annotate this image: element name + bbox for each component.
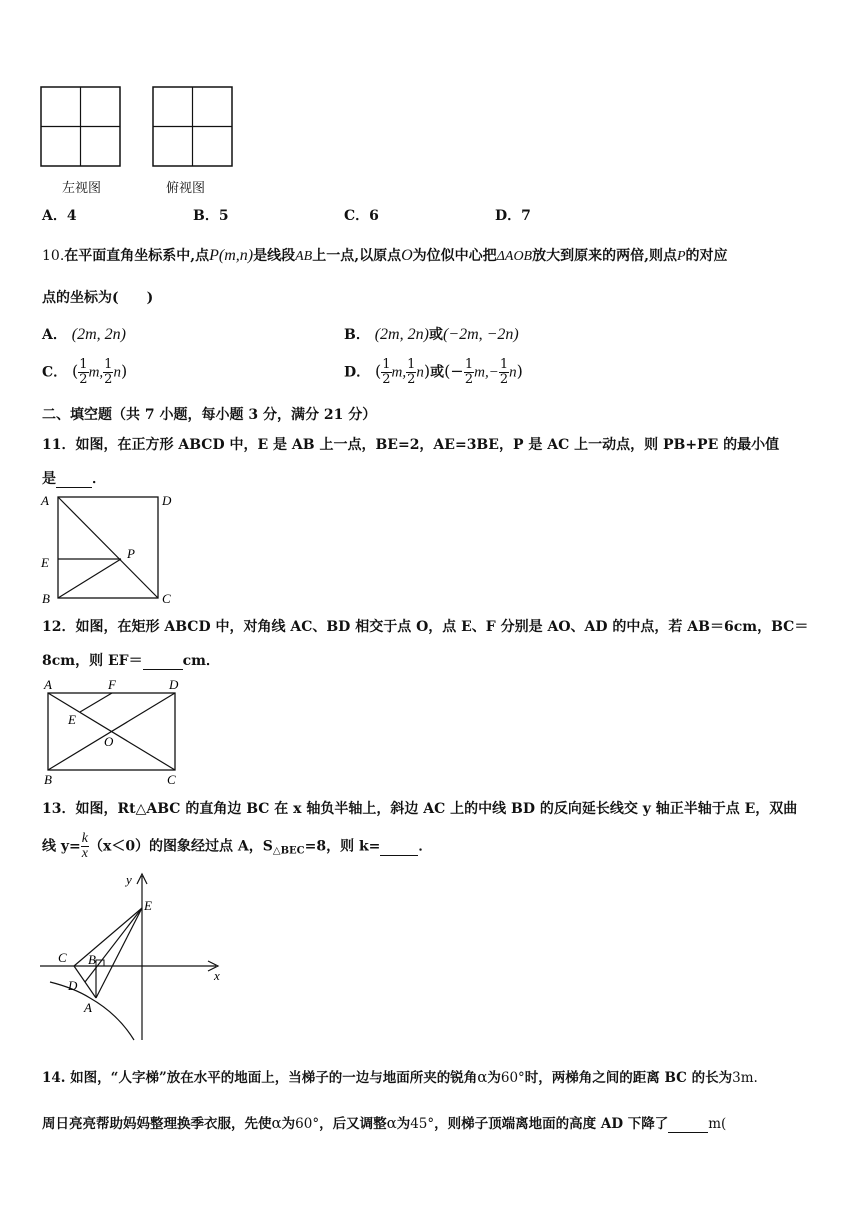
- q13-hyperbola-figure: [36, 870, 226, 1042]
- q10-option-d: D． ( $\frac{1}{2}$ m, $\frac{1}{2}$ n)或(− $\frac{1}{2}$ m,− $\frac{1}{2}$ n): [344, 357, 523, 387]
- top-view-label: 俯视图: [166, 180, 206, 195]
- q11-label-b: B: [42, 591, 50, 606]
- q9-option-a: A．4: [42, 208, 77, 224]
- q13-label-y: y: [126, 872, 132, 887]
- q10-option-b: B． (2m, 2n)或(−2m, −2n): [344, 326, 519, 343]
- q14-line2: 周日亮亮帮助妈妈整理换季衣服，先使α为60°，后又调整α为45°，则梯子顶端离地面的高度 AD 下降了 m(: [42, 1114, 727, 1132]
- q11-label-e: E: [41, 555, 49, 570]
- q13-label-x: x: [214, 968, 220, 983]
- q13-line2: 线 y= $\frac{k}{x}$ （x＜0）的图象经过点 A，$S_{\triangle BEC}=8$，则 k= ．: [42, 831, 433, 861]
- q13-label-b: B: [88, 952, 96, 967]
- q10-option-c: C． ( $\frac{1}{2}$ m, $\frac{1}{2}$ n): [42, 357, 128, 387]
- q11-label-p: P: [127, 546, 135, 561]
- left-view-label: 左视图: [62, 180, 102, 195]
- q11-label-a: A: [41, 493, 49, 508]
- q12-label-e: E: [68, 712, 76, 727]
- q11-square-figure: [36, 488, 186, 608]
- q13-label-c: C: [58, 950, 67, 965]
- q12-answer-blank: [143, 653, 183, 670]
- q13-line1: 13．如图，Rt△ABC 的直角边 BC 在 x 轴负半轴上，斜边 AC 上的中线 BD 的反向延长线交 y 轴正半轴于点 E，双曲: [42, 801, 798, 817]
- q10-line2: 点的坐标为( ): [42, 290, 154, 306]
- q13-label-e: E: [144, 898, 152, 913]
- q9-option-b: B．5: [193, 208, 229, 224]
- top-view-figure: [152, 86, 234, 168]
- q9-option-d: D．7: [495, 208, 531, 224]
- section2-title: 二、填空题（共 7 小题，每小题 3 分，满分 21 分）: [42, 407, 377, 423]
- q12-line2: 8cm，则 EF＝ cm．: [42, 653, 220, 669]
- q13-label-d: D: [68, 978, 78, 993]
- q12-label-o: O: [104, 734, 114, 749]
- q14-line1: 14. 如图，“人字梯”放在水平的地面上，当梯子的一边与地面所夹的锐角α为60°时，两梯角之间的距离 BC 的长为3m.: [42, 1068, 758, 1086]
- q11-line2: 是 ．: [42, 471, 106, 487]
- q13-label-a: A: [84, 1000, 92, 1015]
- q12-label-a: A: [44, 677, 52, 692]
- q12-label-d: D: [169, 677, 179, 692]
- q10-line1: 10.在平面直角坐标系中,点P(m,n)是线段AB上一点,以原点O为位似中心把ΔAOB放大到原来的两倍,则点P的对应: [42, 247, 728, 264]
- q11-line1: 11．如图，在正方形 ABCD 中，E 是 AB 上一点，BE=2，AE=3BE，P 是 AC 上一动点，则 PB+PE 的最小值: [42, 437, 780, 453]
- left-view-figure: [40, 86, 122, 168]
- q12-rectangle-figure: [36, 674, 196, 790]
- q12-label-f: F: [108, 677, 116, 692]
- q12-label-c: C: [167, 772, 176, 787]
- q11-label-c: C: [162, 591, 171, 606]
- q10-option-a: A． (2m, 2n): [42, 326, 126, 343]
- q13-answer-blank: [380, 839, 418, 856]
- q12-line1: 12．如图，在矩形 ABCD 中，对角线 AC、BD 相交于点 O，点 E、F 分别是 AO、AD 的中点，若 AB＝6cm，BC＝: [42, 619, 809, 635]
- q11-answer-blank: [56, 471, 92, 488]
- q14-answer-blank: [668, 1116, 708, 1133]
- q9-option-c: C．6: [344, 208, 379, 224]
- q12-label-b: B: [44, 772, 52, 787]
- q11-label-d: D: [162, 493, 172, 508]
